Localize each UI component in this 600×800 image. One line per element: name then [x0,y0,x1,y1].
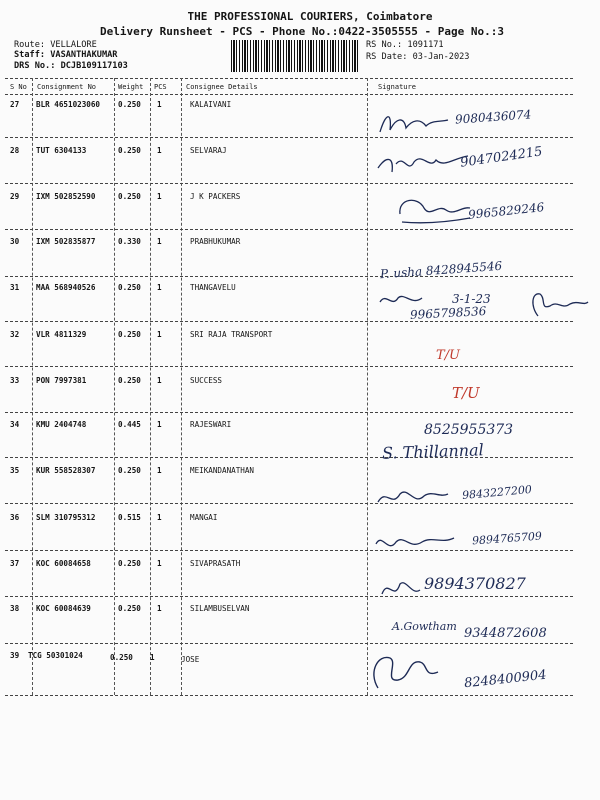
row-pcs: 1 [157,376,162,385]
row-consignment: BLR 4651023060 [36,100,101,109]
row-separator [5,276,573,277]
handwritten-phone: 9344872608 [464,626,547,641]
col-header-consignment: Consignment No [37,83,97,91]
col-divider [32,78,33,695]
handwritten-mark: T/U [436,348,461,363]
row-sno: 29 [10,192,20,201]
row-pcs: 1 [157,283,162,292]
row-weight: 0.250 [118,192,141,201]
row-sno: 27 [10,100,20,109]
row-weight: 0.250 [118,100,141,109]
row-separator [5,137,573,138]
col-divider [114,78,115,695]
handwritten-phone: 8248400904 [463,667,548,692]
signature-scribble [370,528,470,558]
row-consignment: KMU 2404748 [36,420,87,429]
table-bottom-line [5,695,573,696]
row-consignment: IXM 502852590 [36,192,96,201]
handwritten-name: S. Thillannal [381,440,485,463]
row-weight: 0.250 [110,653,133,662]
signature-scribble [374,150,474,180]
drs-number: DRS No.: DCJB109117103 [14,61,128,71]
row-consignment: KUR 558528307 [36,466,96,475]
handwritten-phone: 9047024215 [459,144,544,171]
row-consignment: PON 7997381 [36,376,87,385]
header-underline [5,94,573,95]
row-sno: 39 [10,651,20,660]
handwritten-phone: 9894370827 [424,574,526,593]
row-separator [5,183,573,184]
col-divider [150,78,151,695]
signature-scribble [372,484,452,514]
signature-scribble [368,648,448,698]
row-weight: 0.515 [118,513,141,522]
signature-scribble [376,574,426,604]
staff-label: Staff: VASANTHAKUMAR [14,50,118,60]
row-consignee: SRI RAJA TRANSPORT [190,330,273,339]
row-pcs: 1 [150,653,155,662]
row-pcs: 1 [157,237,162,246]
row-weight: 0.445 [118,420,141,429]
row-consignee: SIVAPRASATH [190,559,241,568]
row-consignee: PRABHUKUMAR [190,237,241,246]
row-separator [5,596,573,597]
handwritten-mark: T/U [452,384,480,402]
row-pcs: 1 [157,604,162,613]
row-consignment: KOC 60084639 [36,604,91,613]
row-pcs: 1 [157,146,162,155]
handwritten-phone: 9843227200 [461,482,533,503]
signature-scribble [528,288,590,322]
row-consignee: MANGAI [190,513,218,522]
row-pcs: 1 [157,100,162,109]
col-header-pcs: PCS [154,83,167,91]
row-separator [5,366,573,367]
row-consignee: SILAMBUSELVAN [190,604,250,613]
signature-scribble [394,194,474,228]
barcode [231,40,359,72]
row-weight: 0.250 [118,604,141,613]
row-weight: 0.250 [118,466,141,475]
row-weight: 0.330 [118,237,141,246]
handwritten-phone: 8525955373 [424,422,514,438]
handwritten-phone: 9965798536 [409,304,487,322]
col-header-signature: Signature [378,83,416,91]
row-separator [5,321,573,322]
row-consignee: THANGAVELU [190,283,236,292]
row-separator [5,457,573,458]
row-weight: 0.250 [118,330,141,339]
row-separator [5,503,573,504]
row-pcs: 1 [157,330,162,339]
row-consignment: VLR 4811329 [36,330,87,339]
row-consignee: SUCCESS [190,376,223,385]
table-top-line [5,78,573,79]
row-sno: 30 [10,237,20,246]
signature-scribble [376,108,456,138]
row-consignment: TCG 50301024 [28,651,83,660]
row-consignment: SLM 310795312 [36,513,96,522]
row-separator [5,412,573,413]
row-separator [5,643,573,644]
row-sno: 34 [10,420,20,429]
row-separator [5,550,573,551]
row-sno: 37 [10,559,20,568]
row-weight: 0.250 [118,559,141,568]
col-header-weight: Weight [118,83,144,91]
col-divider [367,78,368,695]
row-weight: 0.250 [118,376,141,385]
row-pcs: 1 [157,466,162,475]
rs-date: RS Date: 03-Jan-2023 [366,52,470,62]
row-sno: 38 [10,604,20,613]
row-consignment: IXM 502835877 [36,237,96,246]
row-sno: 35 [10,466,20,475]
row-consignee: J K PACKERS [190,192,241,201]
row-consignee: JOSE [181,655,200,664]
row-weight: 0.250 [118,146,141,155]
runsheet-subtitle: Delivery Runsheet - PCS - Phone No.:0422-3505555 - Page No.:3 [100,25,504,38]
row-weight: 0.250 [118,283,141,292]
row-sno: 33 [10,376,20,385]
row-pcs: 1 [157,513,162,522]
col-divider [181,78,182,695]
handwritten-name: A.Gowtham [392,620,457,633]
row-sno: 28 [10,146,20,155]
handwritten-phone: 9894765709 [471,529,543,548]
handwritten-signature: P. usha 8428945546 [379,258,503,282]
row-consignee: KALAIVANI [190,100,232,109]
row-consignment: MAA 568940526 [36,283,96,292]
row-consignee: MEIKANDANATHAN [190,466,255,475]
company-title: THE PROFESSIONAL COURIERS, Coimbatore [187,10,433,23]
row-pcs: 1 [157,192,162,201]
col-header-consignee: Consignee Details [186,83,258,91]
row-pcs: 1 [157,420,162,429]
handwritten-phone: 9080436074 [454,107,532,127]
row-sno: 32 [10,330,20,339]
row-separator [5,229,573,230]
route-label: Route: VELLALORE [14,40,97,50]
row-sno: 36 [10,513,20,522]
row-consignment: TUT 6304133 [36,146,87,155]
row-pcs: 1 [157,559,162,568]
row-consignment: KOC 60084658 [36,559,91,568]
col-header-sno: S No [10,83,27,91]
row-sno: 31 [10,283,20,292]
row-consignee: RAJESWARI [190,420,232,429]
rs-number: RS No.: 1091171 [366,40,444,50]
handwritten-phone: 9965829246 [467,200,545,222]
handwritten-date: 3-1-23 [452,292,491,306]
row-consignee: SELVARAJ [190,146,227,155]
